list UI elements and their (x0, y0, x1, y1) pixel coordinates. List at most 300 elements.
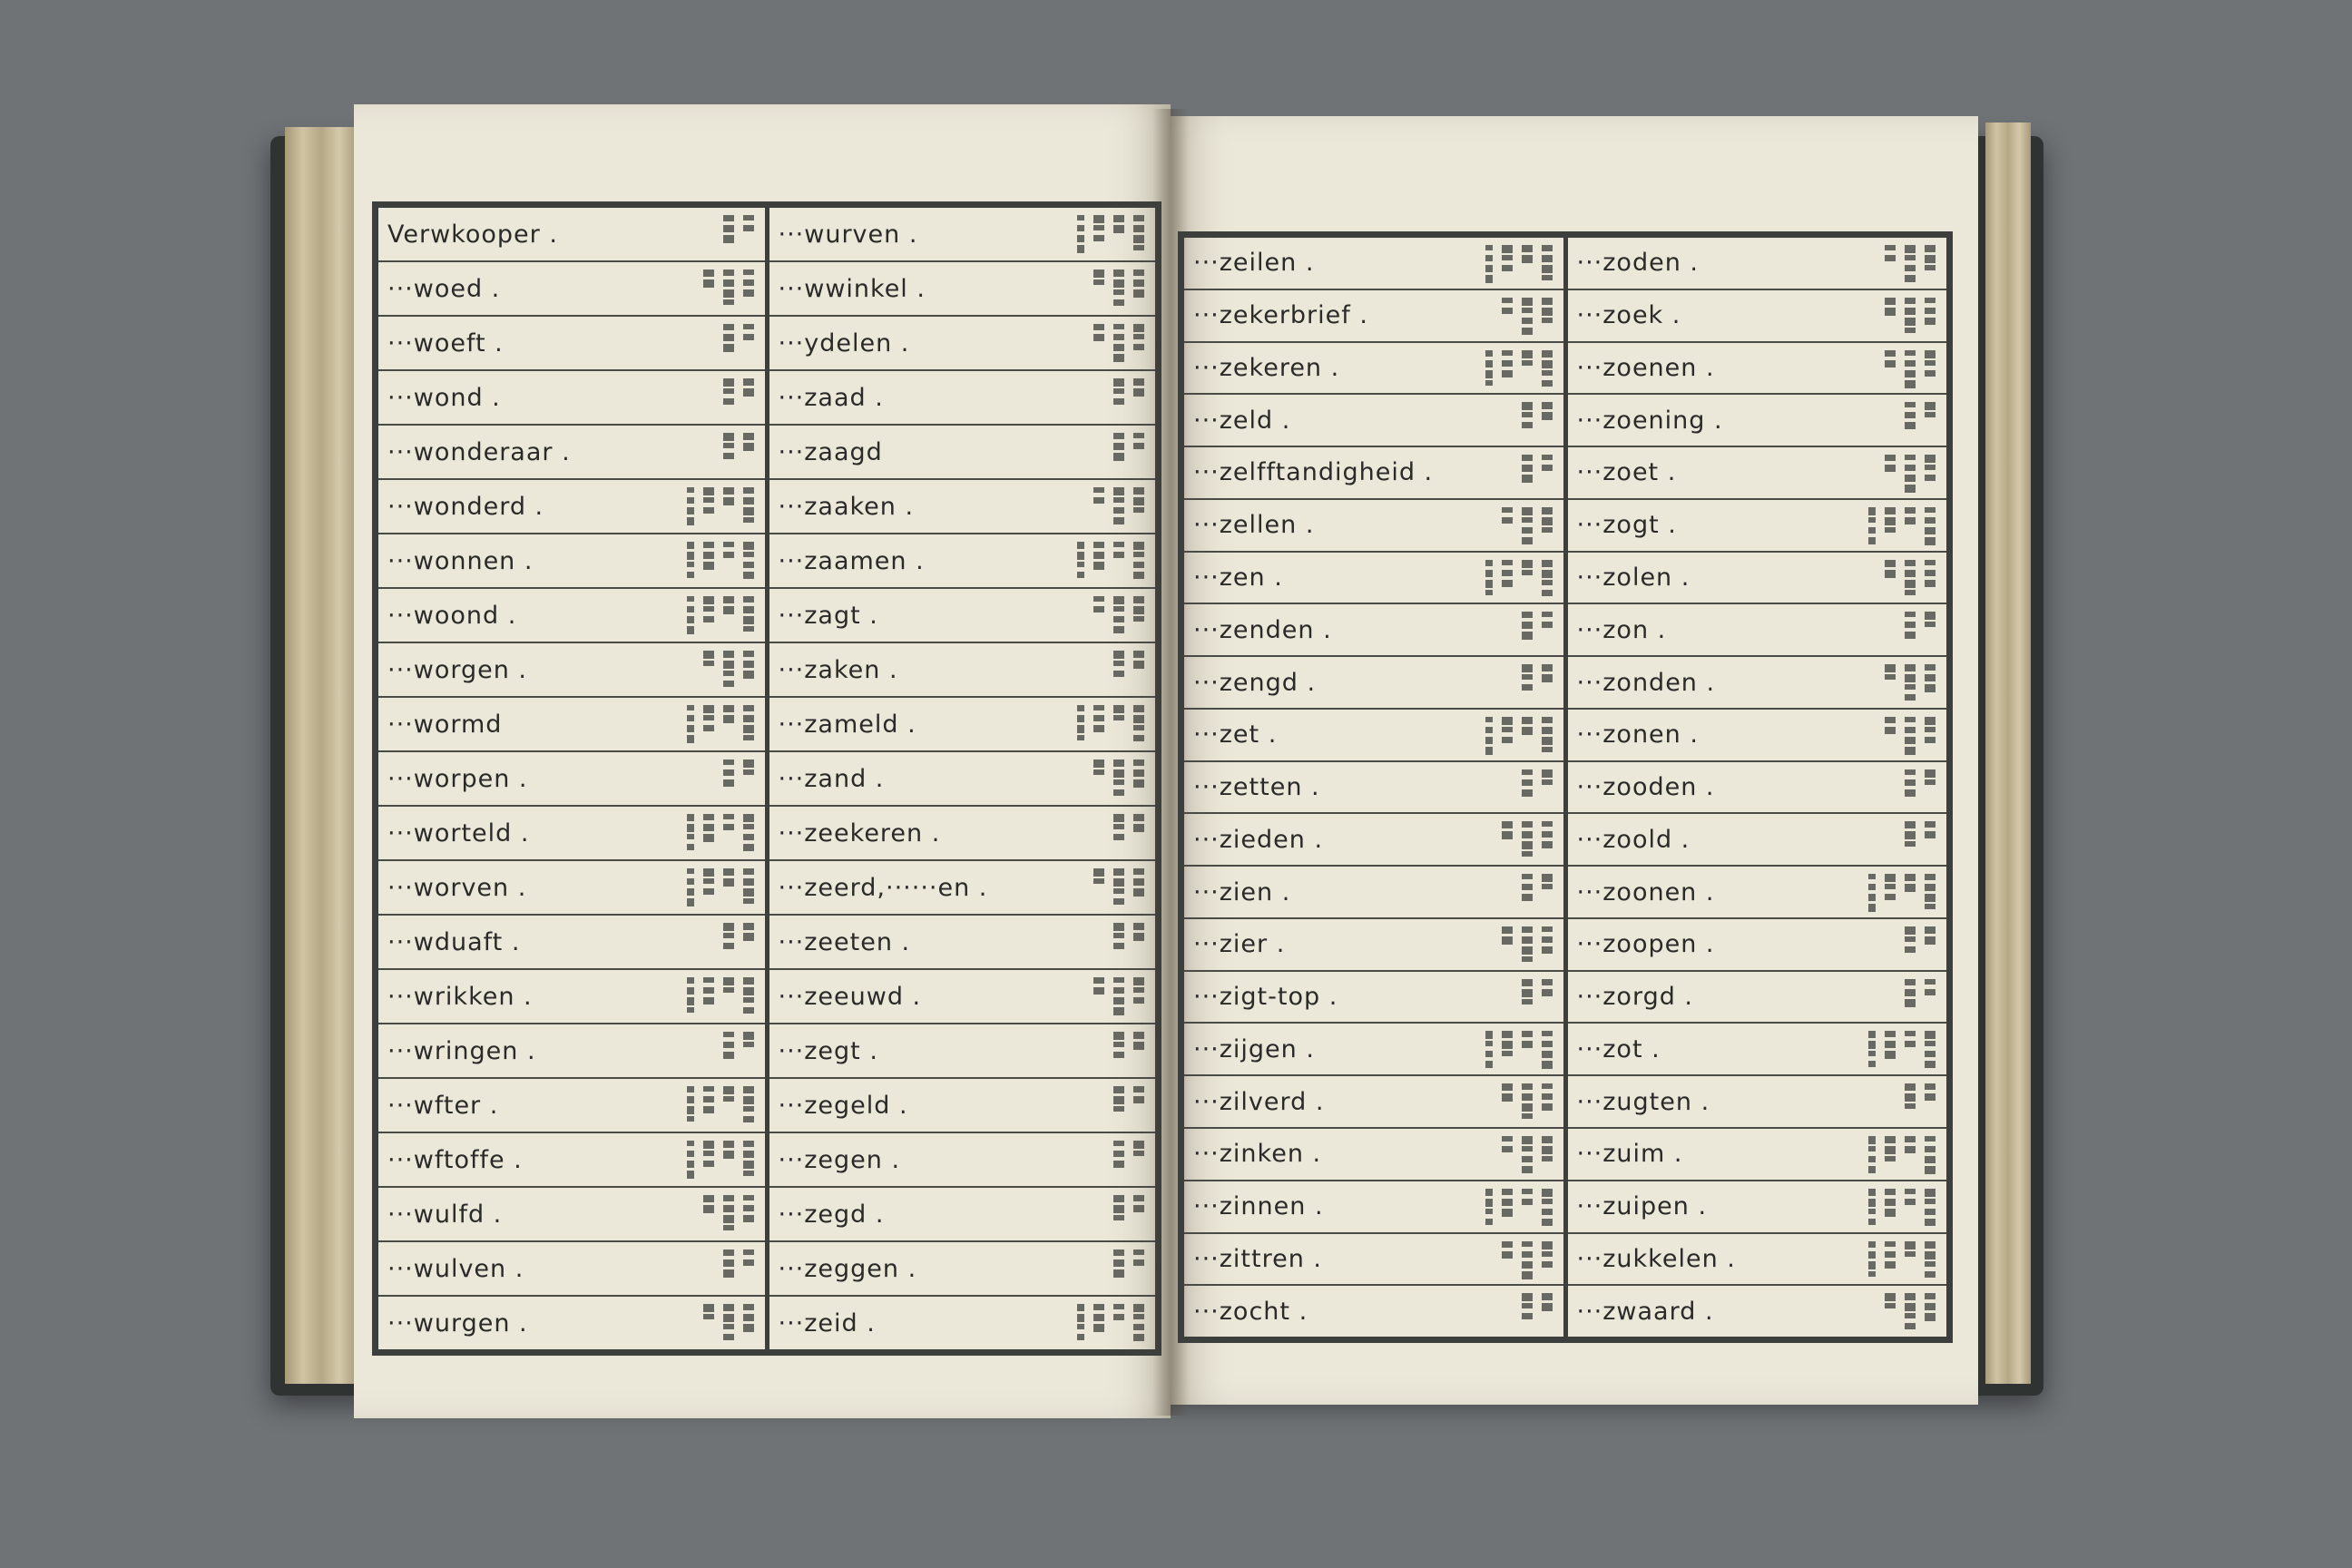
japanese-gloss-glyphs (687, 919, 758, 965)
gloss-stroke (1522, 1093, 1533, 1101)
dictionary-entry-row (1568, 343, 1947, 396)
gloss-stroke (1113, 987, 1124, 994)
dictionary-entry-row (378, 970, 765, 1024)
dictionary-entry-row (769, 807, 1156, 861)
gloss-stroke (1522, 475, 1533, 483)
gloss-stroke (1542, 318, 1553, 323)
gloss-stroke (1133, 225, 1144, 232)
gloss-stroke (743, 616, 754, 624)
gloss-stroke (1093, 235, 1104, 241)
dutch-headword: ···wond . (387, 383, 501, 412)
dutch-headword: ···zolen . (1576, 563, 1690, 592)
gloss-stroke (743, 868, 754, 875)
dictionary-entry-row (378, 426, 765, 480)
gloss-stroke (1502, 936, 1513, 945)
gloss-stroke (1868, 1051, 1876, 1056)
gloss-stroke (1485, 255, 1493, 261)
gloss-stroke (743, 487, 754, 494)
gloss-stroke (1502, 1209, 1513, 1217)
gloss-stroke (1925, 831, 1936, 838)
gloss-stroke (703, 977, 714, 983)
gloss-stroke (1542, 622, 1553, 628)
gloss-stroke (1905, 946, 1916, 953)
dictionary-entry-row (1184, 1024, 1563, 1076)
gloss-stroke (1133, 1304, 1144, 1312)
dutch-headword: ···zier . (1193, 930, 1286, 959)
gloss-stroke (1522, 507, 1533, 515)
dutch-headword: ···zuim . (1576, 1140, 1683, 1169)
gloss-stroke (1885, 465, 1896, 472)
gloss-stroke (723, 933, 734, 938)
dictionary-entry-row (1184, 1076, 1563, 1129)
dutch-headword: ···zeeten . (778, 927, 911, 956)
dutch-headword: ···zegd . (778, 1200, 885, 1229)
gloss-stroke (723, 987, 734, 993)
gloss-stroke (1113, 898, 1124, 905)
dictionary-entry-row (1568, 395, 1947, 447)
gloss-stroke (1502, 717, 1513, 725)
dutch-headword: ···zittren . (1193, 1244, 1322, 1273)
dutch-headword: ···zeekeren . (778, 818, 941, 848)
gloss-stroke (703, 1151, 714, 1156)
dutch-headword: ···zoenen . (1576, 353, 1715, 382)
gloss-stroke (743, 626, 754, 632)
gloss-stroke (1885, 517, 1896, 525)
gloss-stroke (1502, 255, 1513, 260)
gloss-stroke (687, 878, 694, 885)
gloss-stroke (1925, 455, 1936, 463)
dictionary-entry-row (1568, 290, 1947, 343)
gloss-stroke (1522, 465, 1533, 472)
gloss-stroke (743, 977, 754, 985)
gloss-stroke (1925, 1199, 1936, 1204)
gloss-stroke (1485, 1051, 1493, 1057)
dictionary-entry-row (769, 643, 1156, 698)
gloss-stroke (1542, 1293, 1553, 1300)
gloss-stroke (1885, 570, 1896, 578)
gloss-stroke (1868, 1189, 1876, 1196)
dictionary-entry-row (1568, 553, 1947, 605)
gloss-stroke (743, 1250, 754, 1255)
gloss-stroke (1502, 1136, 1513, 1142)
gloss-stroke (743, 1141, 754, 1147)
gloss-stroke (1522, 402, 1533, 410)
dutch-headword: ···wonderd . (387, 492, 544, 521)
dictionary-entry-row (1184, 604, 1563, 657)
gloss-stroke (1542, 1241, 1553, 1250)
dictionary-entry-row (1568, 238, 1947, 290)
japanese-gloss-glyphs (1868, 975, 1939, 1019)
gloss-stroke (1905, 979, 1916, 985)
japanese-gloss-glyphs (1868, 923, 1939, 966)
gloss-stroke (1885, 1261, 1896, 1269)
gloss-stroke (1905, 684, 1916, 690)
gloss-stroke (703, 824, 714, 831)
gloss-stroke (1133, 735, 1144, 741)
gloss-stroke (1077, 1334, 1084, 1340)
japanese-gloss-glyphs (1868, 241, 1939, 285)
gloss-stroke (1925, 265, 1936, 270)
gloss-stroke (1522, 1251, 1533, 1258)
japanese-gloss-glyphs (1868, 1185, 1939, 1229)
gloss-stroke (1522, 255, 1533, 263)
gloss-stroke (687, 814, 694, 821)
gloss-stroke (723, 977, 734, 985)
gloss-stroke (1077, 1314, 1084, 1322)
gloss-stroke (1113, 814, 1124, 822)
gloss-stroke (1925, 1031, 1936, 1039)
japanese-gloss-glyphs (1485, 818, 1556, 861)
gloss-stroke (723, 760, 734, 765)
gloss-stroke (703, 1205, 714, 1213)
gloss-stroke (743, 1304, 754, 1310)
dictionary-entry-row (1568, 500, 1947, 553)
gloss-stroke (1502, 737, 1513, 743)
gloss-stroke (1522, 1241, 1533, 1247)
gloss-stroke (687, 997, 694, 1005)
gloss-stroke (1905, 1251, 1916, 1257)
gloss-stroke (723, 715, 734, 723)
gloss-stroke (1542, 360, 1553, 368)
gloss-stroke (1485, 737, 1493, 744)
dutch-headword: ···wrikken . (387, 982, 533, 1011)
gloss-stroke (1522, 537, 1533, 544)
gloss-stroke (1113, 334, 1124, 340)
gloss-stroke (687, 1086, 694, 1093)
gloss-stroke (1133, 487, 1144, 495)
gloss-stroke (687, 517, 694, 525)
japanese-gloss-glyphs (1868, 1238, 1939, 1281)
gloss-stroke (1905, 612, 1916, 617)
gloss-stroke (1868, 527, 1876, 534)
dutch-headword: ···zelfftandigheid . (1193, 458, 1434, 487)
gloss-stroke (723, 542, 734, 547)
gloss-stroke (1113, 324, 1124, 329)
gloss-stroke (1133, 388, 1144, 397)
japanese-gloss-glyphs (1485, 347, 1556, 390)
gloss-stroke (1133, 443, 1144, 449)
gloss-stroke (1485, 245, 1493, 250)
gloss-stroke (1522, 1031, 1533, 1037)
gloss-stroke (1925, 412, 1936, 417)
gloss-stroke (1485, 275, 1493, 283)
gloss-stroke (687, 1171, 694, 1179)
gloss-stroke (1522, 894, 1533, 901)
gloss-stroke (1542, 570, 1553, 578)
gloss-stroke (1485, 1209, 1493, 1214)
left-column-1 (378, 208, 769, 1349)
dutch-headword: ···zien . (1193, 877, 1291, 906)
dictionary-entry-row (1568, 919, 1947, 972)
japanese-gloss-glyphs (1077, 320, 1148, 366)
gloss-stroke (1868, 1199, 1876, 1207)
gloss-stroke (1542, 674, 1553, 682)
gloss-stroke (1113, 215, 1124, 222)
dutch-headword: ···zagt . (778, 601, 878, 630)
gloss-stroke (1885, 874, 1896, 882)
gloss-stroke (1113, 270, 1124, 277)
right-page-stack (1985, 122, 2031, 1384)
gloss-stroke (1502, 831, 1513, 839)
gloss-stroke (723, 299, 734, 305)
gloss-stroke (1542, 747, 1553, 752)
gloss-stroke (1113, 354, 1124, 362)
gloss-stroke (1885, 1051, 1896, 1059)
gloss-stroke (703, 1141, 714, 1149)
gloss-stroke (743, 671, 754, 679)
gloss-stroke (743, 933, 754, 941)
gloss-stroke (1868, 1146, 1876, 1152)
dictionary-entry-row (1568, 1234, 1947, 1287)
japanese-gloss-glyphs (1868, 818, 1939, 861)
gloss-stroke (1905, 884, 1916, 892)
gloss-stroke (723, 1304, 734, 1311)
japanese-gloss-glyphs (687, 810, 758, 856)
gloss-stroke (1522, 360, 1533, 366)
gloss-stroke (1502, 926, 1513, 934)
gloss-stroke (1542, 769, 1553, 778)
dutch-headword: ···zigt-top . (1193, 983, 1338, 1012)
gloss-stroke (1905, 674, 1916, 682)
japanese-gloss-glyphs (1077, 1083, 1148, 1128)
japanese-gloss-glyphs (687, 320, 758, 366)
dutch-headword: ···zon . (1576, 615, 1667, 644)
gloss-stroke (723, 1141, 734, 1148)
gloss-stroke (1522, 1313, 1533, 1319)
gloss-stroke (1868, 1251, 1876, 1259)
dictionary-entry-row (378, 589, 765, 643)
gloss-stroke (743, 1171, 754, 1176)
gloss-stroke (1925, 727, 1936, 732)
gloss-stroke (743, 1042, 754, 1047)
japanese-gloss-glyphs (1077, 701, 1148, 747)
dutch-headword: ···zeld . (1193, 406, 1291, 435)
gloss-stroke (1925, 989, 1936, 995)
gloss-stroke (1113, 1151, 1124, 1157)
gloss-stroke (1502, 360, 1513, 367)
gloss-stroke (1885, 1156, 1896, 1161)
gloss-stroke (1905, 717, 1916, 722)
gloss-stroke (743, 1259, 754, 1266)
gloss-stroke (1077, 572, 1084, 578)
gloss-stroke (1113, 616, 1124, 622)
dutch-headword: ···zaad . (778, 383, 884, 412)
gloss-stroke (687, 596, 694, 602)
gloss-stroke (1905, 455, 1916, 460)
gloss-stroke (723, 705, 734, 712)
gloss-stroke (1542, 402, 1553, 409)
gloss-stroke (1905, 1041, 1916, 1047)
gloss-stroke (1133, 725, 1144, 730)
gloss-stroke (1077, 1324, 1084, 1329)
gloss-stroke (723, 1324, 734, 1329)
gloss-stroke (1502, 370, 1513, 377)
gloss-stroke (723, 769, 734, 776)
japanese-gloss-glyphs (1868, 766, 1939, 809)
gloss-stroke (703, 1086, 714, 1092)
gloss-stroke (1925, 1271, 1936, 1278)
dictionary-entry-row (1568, 447, 1947, 500)
gloss-stroke (1905, 412, 1916, 418)
gloss-stroke (1905, 360, 1916, 367)
gloss-stroke (1077, 1304, 1084, 1311)
dictionary-entry-row (1184, 657, 1563, 710)
gloss-stroke (1113, 779, 1124, 785)
dutch-headword: ···zeilen . (1193, 249, 1315, 278)
gloss-stroke (1522, 684, 1533, 691)
gloss-stroke (743, 814, 754, 822)
dutch-headword: ···zoopen . (1576, 930, 1715, 959)
dutch-headword: ···zaken . (778, 655, 898, 684)
gloss-stroke (703, 542, 714, 548)
gloss-stroke (1502, 727, 1513, 732)
gloss-stroke (1925, 1303, 1936, 1310)
gloss-stroke (1522, 318, 1533, 324)
gloss-stroke (1885, 527, 1896, 533)
dutch-headword: ···zegt . (778, 1036, 878, 1065)
gloss-stroke (723, 1042, 734, 1048)
gloss-stroke (1133, 1324, 1144, 1330)
gloss-stroke (1542, 517, 1553, 525)
gloss-stroke (1542, 664, 1553, 671)
gloss-stroke (1113, 977, 1124, 983)
gloss-stroke (723, 453, 734, 459)
gloss-stroke (1113, 388, 1124, 394)
gloss-stroke (723, 671, 734, 676)
gloss-stroke (1885, 1209, 1896, 1217)
gloss-stroke (1522, 308, 1533, 313)
gloss-stroke (1925, 1166, 1936, 1174)
japanese-gloss-glyphs (687, 593, 758, 638)
dutch-headword: ···zonen . (1576, 720, 1699, 750)
gloss-stroke (1133, 497, 1144, 505)
gloss-stroke (1113, 606, 1124, 612)
japanese-gloss-glyphs (687, 538, 758, 583)
japanese-gloss-glyphs (1485, 661, 1556, 704)
left-page-frame (372, 201, 1161, 1356)
gloss-stroke (1925, 664, 1936, 671)
gloss-stroke (1522, 936, 1533, 944)
gloss-stroke (1113, 289, 1124, 295)
dictionary-entry-row (769, 426, 1156, 480)
dutch-headword: ···wonderaar . (387, 437, 571, 466)
gloss-stroke (703, 834, 714, 842)
dutch-headword: ···zegeld . (778, 1091, 908, 1120)
dutch-headword: ···zeid . (778, 1308, 876, 1338)
gloss-stroke (1522, 717, 1533, 724)
gloss-stroke (723, 1086, 734, 1094)
gloss-stroke (1522, 789, 1533, 797)
dutch-headword: ···zogt . (1576, 511, 1677, 540)
gloss-stroke (1542, 1199, 1553, 1204)
gloss-stroke (1925, 1061, 1936, 1068)
gloss-stroke (1885, 1251, 1896, 1258)
gloss-stroke (1925, 318, 1936, 325)
dictionary-entry-row (1568, 710, 1947, 762)
gloss-stroke (1905, 821, 1916, 828)
gloss-stroke (1093, 552, 1104, 559)
dutch-headword: ···zengd . (1193, 668, 1317, 697)
gloss-stroke (1522, 884, 1533, 890)
dutch-headword: ···zorgd . (1576, 983, 1694, 1012)
gloss-stroke (1925, 979, 1936, 985)
gloss-stroke (1542, 1209, 1553, 1215)
gloss-stroke (1542, 255, 1553, 262)
gloss-stroke (723, 1151, 734, 1159)
gloss-stroke (1905, 507, 1916, 514)
dictionary-entry-row (378, 1133, 765, 1188)
japanese-gloss-glyphs (1485, 870, 1556, 914)
gloss-stroke (1905, 350, 1916, 356)
gloss-stroke (1133, 552, 1144, 557)
gloss-stroke (687, 1141, 694, 1146)
gloss-stroke (1925, 1189, 1936, 1197)
gloss-stroke (1093, 878, 1104, 884)
gloss-stroke (1868, 904, 1876, 912)
japanese-gloss-glyphs (1485, 504, 1556, 547)
japanese-gloss-glyphs (1485, 975, 1556, 1019)
gloss-stroke (1077, 715, 1084, 722)
gloss-stroke (687, 725, 694, 732)
dutch-headword: ···wurgen . (387, 1308, 528, 1338)
dutch-headword: ···worpen . (387, 764, 528, 793)
gloss-stroke (1542, 821, 1553, 827)
japanese-gloss-glyphs (1868, 504, 1939, 547)
gloss-stroke (743, 572, 754, 579)
gloss-stroke (1077, 225, 1084, 231)
dutch-headword: ···zet . (1193, 720, 1278, 750)
gloss-stroke (1113, 943, 1124, 949)
gloss-stroke (1905, 632, 1916, 639)
gloss-stroke (1925, 1136, 1936, 1142)
gloss-stroke (687, 977, 694, 984)
gloss-stroke (743, 225, 754, 231)
gloss-stroke (1868, 507, 1876, 515)
gloss-stroke (723, 324, 734, 330)
gloss-stroke (703, 814, 714, 820)
left-page-stack (285, 127, 358, 1384)
gloss-stroke (1868, 1261, 1876, 1269)
gloss-stroke (1925, 298, 1936, 303)
gloss-stroke (1905, 664, 1916, 671)
gloss-stroke (1113, 705, 1124, 713)
gloss-stroke (1925, 1209, 1936, 1215)
gloss-stroke (1113, 1106, 1124, 1112)
gloss-stroke (1868, 1219, 1876, 1225)
gloss-stroke (723, 334, 734, 341)
gloss-stroke (723, 681, 734, 687)
gloss-stroke (1542, 737, 1553, 745)
gloss-stroke (687, 1106, 694, 1114)
gloss-stroke (1868, 517, 1876, 523)
gloss-stroke (1522, 328, 1533, 335)
japanese-gloss-glyphs (1485, 451, 1556, 495)
gloss-stroke (1502, 560, 1513, 565)
gloss-stroke (1885, 1041, 1896, 1048)
gloss-stroke (1077, 552, 1084, 560)
gloss-stroke (1113, 1007, 1124, 1015)
gloss-stroke (1905, 831, 1916, 839)
gloss-stroke (723, 235, 734, 243)
dictionary-entry-row (769, 1079, 1156, 1133)
dictionary-entry-row (769, 208, 1156, 262)
gloss-stroke (1542, 989, 1553, 996)
dictionary-entry-row (1568, 762, 1947, 815)
gloss-stroke (1502, 1199, 1513, 1206)
japanese-gloss-glyphs (1485, 766, 1556, 809)
gloss-stroke (1925, 779, 1936, 785)
gloss-stroke (1113, 626, 1124, 633)
